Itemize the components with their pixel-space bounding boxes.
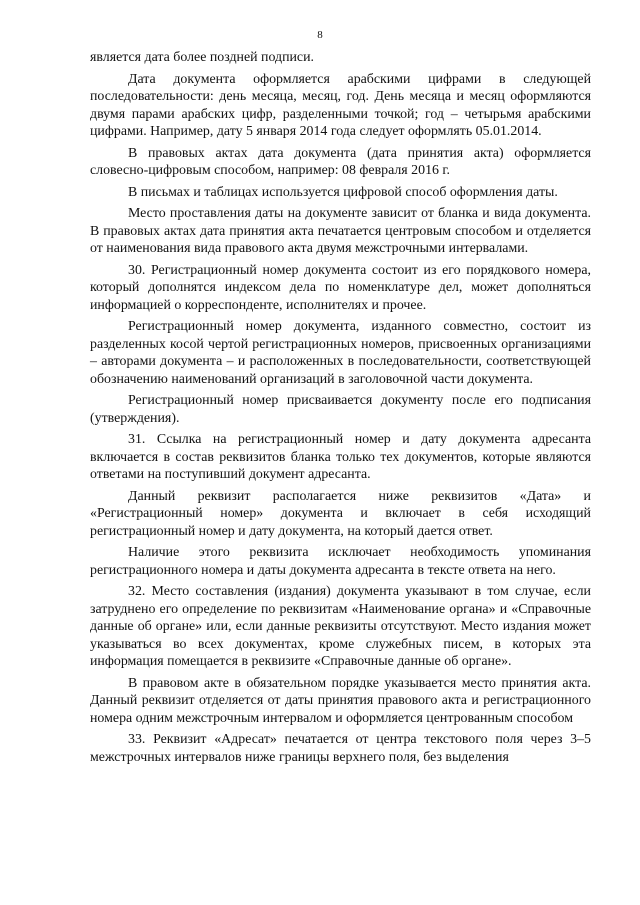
paragraph-date-placement: Место проставления даты на документе зависит от бланка и вида документа. В правовых актах дата принятия акта печатается центровым способом и отделяется от наименования вида правового акта двумя межстрочными интервалами. <box>90 206 591 256</box>
paragraph-date-format: Дата документа оформляется арабскими цифрами в следующей последовательности: день месяца, месяц, год. День месяца и месяц оформляются двумя парами арабских цифр, разделенными точкой; год – четырьмя арабскими цифрами. Например, дату 5 января 2014 года следует оформлять 05.01.2014. <box>90 71 591 139</box>
paragraph-legal-acts-date: В правовых актах дата документа (дата принятия акта) оформляется словесно-цифровым способом, например: 08 февраля 2016 г. <box>90 145 591 178</box>
paragraph-joint-registration: Регистрационный номер документа, изданного совместно, состоит из разделенных косой чертой регистрационных номеров, присвоенных организациями – авторами документа – и расположенных в последовательности, соответствующей обозначению наименований организаций в заголовочной части документа. <box>90 319 591 387</box>
paragraph-registration-assignment: Регистрационный номер присваивается документу после его подписания (утверждения). <box>90 393 591 426</box>
paragraph-section-33: 33. Реквизит «Адресат» печатается от центра текстового поля через 3–5 межстрочных интервалов ниже границы верхнего поля, без выделения <box>90 732 591 765</box>
document-body <box>90 49 591 770</box>
paragraph-letters-date: В письмах и таблицах используется цифровой способ оформления даты. <box>128 184 558 200</box>
paragraph-continuation: является дата более поздней подписи. <box>90 50 315 65</box>
paragraph-section-30: 30. Регистрационный номер документа состоит из его порядкового номера, который дополнятся индексом дела по номенклатуре дел, может дополняться информацией о корреспонденте, исполнителях и прочее. <box>90 262 591 313</box>
page-number: 8 <box>317 29 323 41</box>
paragraph-place-of-adoption: В правовом акте в обязательном порядке указывается место принятия акта. Данный реквизит отделяется от даты принятия правового акта и регистрационного номера одним межстрочным интервалом и оформляется центрованным способом <box>90 675 591 726</box>
paragraph-section-32: 32. Место составления (издания) документа указывают в том случае, если затруднено его определение по реквизитам «Наименование органа» и «Справочные данные об органе» или, если данные реквизиты отсутствуют. Место издания может указываться во всех документах, кроме служебных писем, в которых эта информация помещается в реквизите «Справочные данные об органе». <box>90 584 591 669</box>
paragraph-section-31: 31. Ссылка на регистрационный номер и дату документа адресанта включается в состав реквизитов бланка только тех документов, которые являются ответами на поступивший документ адресанта. <box>90 432 591 482</box>
paragraph-reference-placement: Данный реквизит располагается ниже реквизитов «Дата» и «Регистрационный номер» документа и включает в себя исходящий регистрационный номер и дату документа, на который дается ответ. <box>90 488 591 539</box>
paragraph-reference-presence: Наличие этого реквизита исключает необходимость упоминания регистрационного номера и даты документа адресанта в тексте ответа на него. <box>90 545 591 578</box>
